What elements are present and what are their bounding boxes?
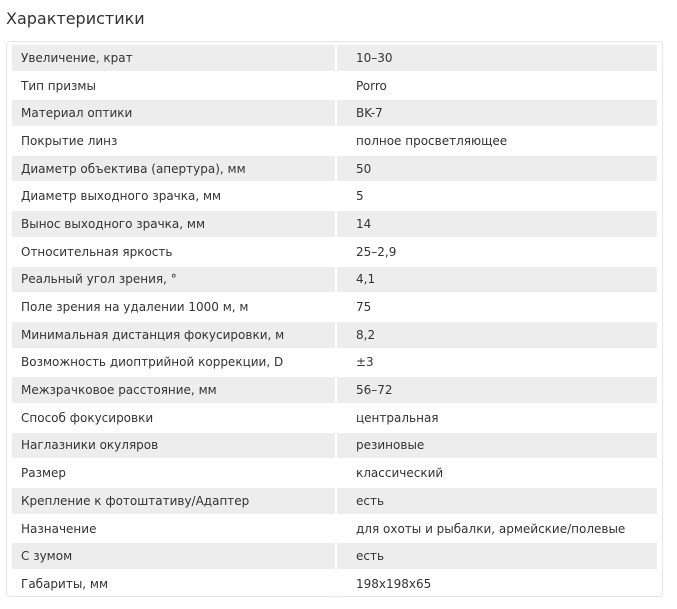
spec-name: Назначение: [12, 516, 337, 544]
spec-row: [12, 460, 657, 488]
spec-name: Возможность диоптрийной коррекции, D: [12, 350, 337, 378]
spec-row: [12, 128, 657, 156]
spec-row: [12, 350, 657, 378]
section-title: Характеристики: [6, 9, 145, 28]
spec-value: 4,1: [337, 267, 657, 295]
spec-name: Диаметр выходного зрачка, мм: [12, 183, 337, 211]
spec-value: классический: [337, 460, 657, 488]
spec-value: центральная: [337, 405, 657, 433]
spec-value: BK-7: [337, 100, 657, 128]
spec-value: 198x198x65: [337, 571, 657, 599]
spec-row: [12, 73, 657, 101]
spec-row: [12, 239, 657, 267]
spec-row: [12, 183, 657, 211]
spec-name: Относительная яркость: [12, 239, 337, 267]
spec-value: Porro: [337, 73, 657, 101]
spec-value: 75: [337, 294, 657, 322]
specs-table: [12, 45, 657, 599]
spec-name: Размер: [12, 460, 337, 488]
spec-value: 56–72: [337, 377, 657, 405]
spec-value: 14: [337, 211, 657, 239]
spec-value: 5: [337, 183, 657, 211]
spec-row: [12, 294, 657, 322]
spec-name: Материал оптики: [12, 100, 337, 128]
spec-name: Габариты, мм: [12, 571, 337, 599]
spec-row: [12, 543, 657, 571]
spec-value: ±3: [337, 350, 657, 378]
spec-name: Диаметр объектива (апертура), мм: [12, 156, 337, 184]
spec-row: [12, 405, 657, 433]
spec-row: [12, 156, 657, 184]
spec-value: полное просветляющее: [337, 128, 657, 156]
spec-value: для охоты и рыбалки, армейские/полевые: [337, 516, 657, 544]
spec-row: [12, 433, 657, 461]
spec-row: [12, 211, 657, 239]
spec-name: Межзрачковое расстояние, мм: [12, 377, 337, 405]
spec-name: Поле зрения на удалении 1000 м, м: [12, 294, 337, 322]
spec-name: Покрытие линз: [12, 128, 337, 156]
spec-name: С зумом: [12, 543, 337, 571]
spec-value: есть: [337, 488, 657, 516]
spec-value: 25–2,9: [337, 239, 657, 267]
spec-row: [12, 100, 657, 128]
spec-value: есть: [337, 543, 657, 571]
spec-name: Крепление к фотоштативу/Адаптер: [12, 488, 337, 516]
spec-name: Минимальная дистанция фокусировки, м: [12, 322, 337, 350]
spec-value: 50: [337, 156, 657, 184]
spec-name: Способ фокусировки: [12, 405, 337, 433]
spec-value: 8,2: [337, 322, 657, 350]
spec-row: [12, 571, 657, 599]
spec-row: [12, 322, 657, 350]
specs-table-body: [12, 45, 657, 599]
spec-row: [12, 377, 657, 405]
spec-value: 10–30: [337, 45, 657, 73]
spec-row: [12, 45, 657, 73]
spec-name: Увеличение, крат: [12, 45, 337, 73]
spec-name: Наглазники окуляров: [12, 433, 337, 461]
spec-value: резиновые: [337, 433, 657, 461]
spec-name: Реальный угол зрения, °: [12, 267, 337, 295]
spec-row: [12, 267, 657, 295]
spec-name: Тип призмы: [12, 73, 337, 101]
specs-panel: [6, 41, 663, 597]
spec-row: [12, 516, 657, 544]
spec-row: [12, 488, 657, 516]
spec-name: Вынос выходного зрачка, мм: [12, 211, 337, 239]
